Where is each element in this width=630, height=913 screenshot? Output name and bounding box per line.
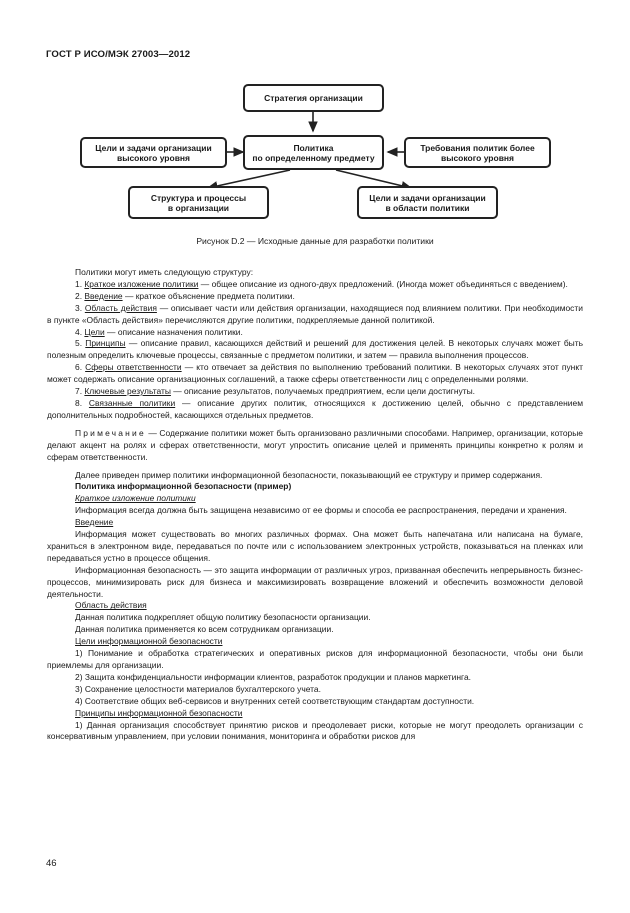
item-term: Область действия bbox=[84, 302, 157, 313]
item-term: Краткое изложение политики bbox=[84, 278, 199, 289]
example-intro: Далее приведен пример политики информационной безопасности, показывающий ее структуру и пример содержания. bbox=[75, 469, 543, 480]
box-policy-line1: Политика bbox=[293, 142, 334, 153]
item-term: Принципы bbox=[85, 338, 126, 349]
box-policy bbox=[243, 135, 384, 170]
list-item: 2. Введение — краткое объяснение предмета политики. bbox=[75, 290, 295, 301]
box-goals-area-line1: Цели и задачи организации bbox=[369, 192, 486, 203]
box-goals-top bbox=[80, 137, 227, 168]
list-item: 4) Соответствие общих веб-сервисов и внутренних сетей соответствующим стандартам доступности. bbox=[75, 695, 475, 706]
list-item: 1. Краткое изложение политики — общее описание из одного-двух предложений. (Иногда может объединяться с введением). bbox=[75, 278, 568, 289]
note-text: — Содержание политики может быть организовано различными способами. Например, организации, которые делают акцент на ролях и сферах ответственности, могут упростить описание целей и применять принципы конкретно к ролям и сферам ответственности. bbox=[47, 427, 583, 462]
list-item: 1) Понимание и обработка стратегических и оперативных рисков для информационной безопасности, чтобы они были приемлемы для организации. bbox=[47, 648, 583, 670]
paragraph: Данная политика подкрепляет общую политику безопасности организации. bbox=[75, 612, 371, 623]
figure-arrows bbox=[0, 0, 630, 235]
box-goals-top-line2: высокого уровня bbox=[116, 152, 191, 163]
box-goals-top-line1: Цели и задачи организации bbox=[95, 142, 212, 153]
section-heading: Введение bbox=[75, 517, 114, 528]
note bbox=[47, 428, 583, 464]
example-title: Политика информационной безопасности (пример) bbox=[75, 481, 292, 492]
section-heading: Область действия bbox=[75, 600, 147, 611]
box-goals-area-line2: в области политики bbox=[385, 202, 470, 213]
document-body bbox=[47, 267, 583, 743]
item-term: Сферы ответственности bbox=[85, 362, 182, 373]
box-structure-line1: Структура и процессы bbox=[150, 192, 247, 203]
box-structure bbox=[128, 186, 269, 219]
page-number: 46 bbox=[46, 858, 57, 869]
document-header: ГОСТ Р ИСО/МЭК 27003—2012 bbox=[46, 49, 191, 60]
section-heading: Цели информационной безопасности bbox=[75, 636, 223, 647]
note-label: Примечание bbox=[75, 427, 146, 438]
figure-caption: Рисунок D.2 — Исходные данные для разработки политики bbox=[196, 236, 434, 246]
list-item: 5. Принципы — описание правил, касающихся действий и решений для достижения целей. В некоторых случаях может быть полезным определить ключевые процессы, связанные с предметом политики, и затем — правила выполнения процессов. bbox=[47, 338, 583, 361]
item-term: Введение bbox=[84, 290, 123, 301]
item-term: Связанные политики bbox=[88, 397, 176, 408]
list-item: 2) Защита конфиденциальности информации клиентов, разработок продукции и планов маркетинга. bbox=[75, 671, 471, 682]
item-term: Ключевые результаты bbox=[84, 386, 171, 397]
box-goals-area bbox=[357, 186, 498, 219]
box-structure-line2: в организации bbox=[167, 202, 230, 213]
paragraph: 1) Данная организация способствует принятию рисков и преодолевает риски, которые не могут преодолеть организации с консервативным управлением, при условии понимания, мониторинга и обработки рисков для bbox=[47, 719, 583, 742]
list-item: 3) Сохранение целостности материалов бухгалтерского учета. bbox=[75, 683, 321, 694]
box-policy-line2: по определенному предмету bbox=[252, 152, 375, 163]
paragraph: Информация всегда должна быть защищена независимо от ее формы и способа ее распространения, передачи и хранения. bbox=[75, 505, 567, 516]
box-requirements bbox=[404, 137, 551, 168]
paragraph: Данная политика применяется ко всем сотрудникам организации. bbox=[75, 624, 334, 635]
list-item: 6. Сферы ответственности — кто отвечает за действия по выполнению требований политики. В некоторых случаях этот пункт может содержать описание организационных соглашений, а также сферы ответственности лиц с определенными ролями. bbox=[47, 362, 583, 385]
section-heading: Краткое изложение политики bbox=[75, 493, 196, 504]
item-term: Цели bbox=[84, 326, 105, 337]
box-strategy-label: Стратегия организации bbox=[264, 93, 363, 103]
paragraph: Информация может существовать во многих различных формах. Она может быть напечатана или написана на бумаге, храниться в электронном виде, передаваться по почте или с использованием электронных устройств, показываться на пленках или передаваться устно в процессе общения. bbox=[47, 529, 583, 563]
list-item: 3. Область действия — описывает части или действия организации, находящиеся под влиянием политики. При необходимости в пункте «Область действия» перечисляются другие политики, подкрепляемые данной политикой. bbox=[47, 302, 583, 325]
box-requirements-line2: высокого уровня bbox=[440, 152, 515, 163]
paragraph: Информационная безопасность — это защита информации от различных угроз, призванная обеспечить непрерывность бизнес-процессов, минимизировать риск для бизнеса и максимизировать возвращение вложений и обеспечить возможности деловой деятельности. bbox=[47, 564, 583, 599]
box-requirements-line1: Требования политик более bbox=[420, 142, 535, 153]
list-item: 8. Связанные политики — описание других политик, относящихся к достижению целей, обычно с представлением дополнительных подробностей, касающихся отдельных предметов. bbox=[47, 397, 583, 420]
list-item: 4. Цели — описание назначения политики. bbox=[75, 326, 243, 337]
structure-intro: Политики могут иметь следующую структуру: bbox=[75, 267, 254, 277]
section-heading: Принципы информационной безопасности bbox=[75, 707, 243, 718]
list-item: 7. Ключевые результаты — описание результатов, получаемых предприятием, если цели достигнуты. bbox=[75, 386, 476, 397]
box-strategy bbox=[243, 84, 384, 112]
